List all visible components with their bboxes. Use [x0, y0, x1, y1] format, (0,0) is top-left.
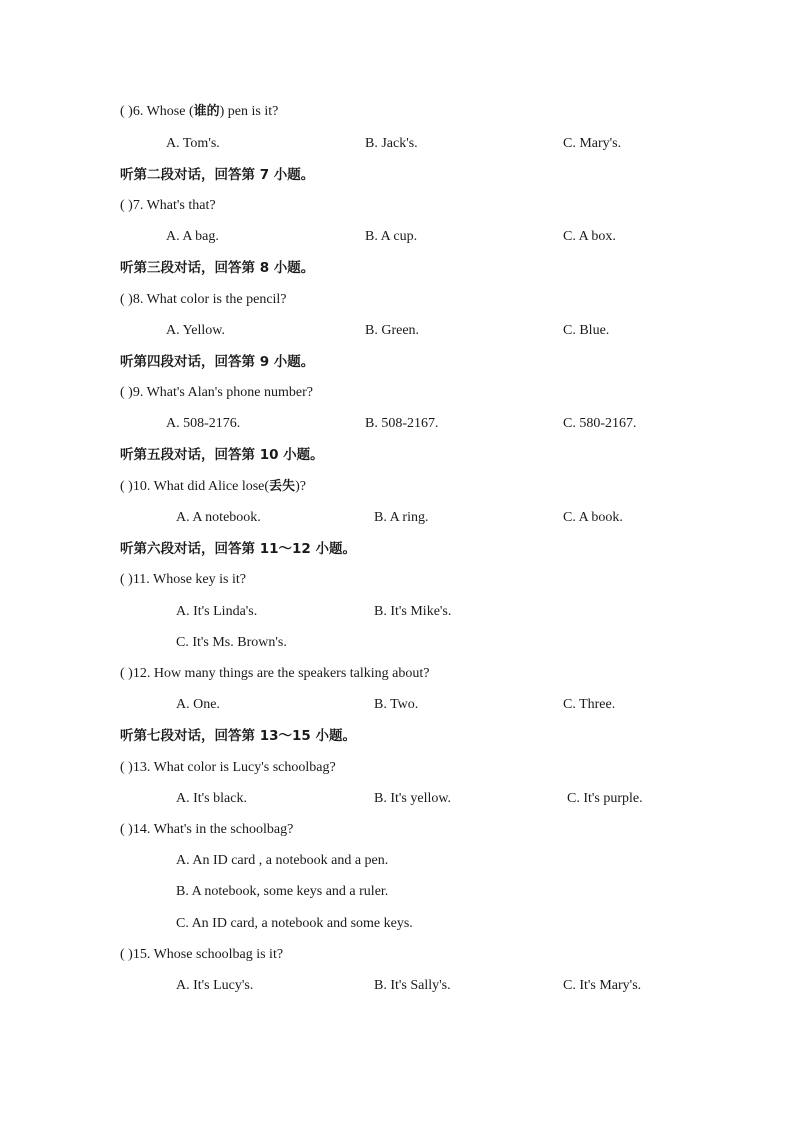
section-heading: 听第三段对话，回答第 8 小题。	[120, 260, 315, 276]
option-a[interactable]: A. It's Lucy's.	[176, 978, 254, 993]
answer-blank[interactable]: ( )	[120, 385, 133, 400]
question-text: 9. What's Alan's phone number?	[132, 385, 313, 400]
answer-blank[interactable]: ( )	[120, 760, 133, 775]
chinese-gloss: 谁的	[193, 104, 220, 119]
question-11	[120, 571, 246, 589]
question-13	[120, 759, 336, 777]
question-text: 7. What's that?	[132, 198, 216, 213]
section-heading: 听第六段对话，回答第 11～12 小题。	[120, 541, 356, 557]
option-c[interactable]: C. A book.	[563, 510, 623, 525]
option-a[interactable]: A. 508-2176.	[166, 416, 241, 431]
question-text: 8. What color is the pencil?	[132, 292, 287, 307]
option-b[interactable]: B. It's Sally's.	[374, 978, 451, 993]
section-heading: 听第四段对话，回答第 9 小题。	[120, 354, 315, 370]
option-a[interactable]: A. A bag.	[166, 229, 219, 244]
answer-blank[interactable]: ( )	[120, 479, 133, 494]
answer-blank[interactable]: ( )	[120, 822, 133, 837]
answer-blank[interactable]: ( )	[120, 947, 133, 962]
option-b[interactable]: B. Jack's.	[365, 136, 418, 151]
question-15	[120, 946, 283, 964]
question-text: 12. How many things are the speakers talking about?	[132, 666, 430, 681]
answer-blank[interactable]: ( )	[120, 572, 133, 587]
option-a[interactable]: A. A notebook.	[176, 510, 261, 525]
option-b[interactable]: B. A ring.	[374, 510, 429, 525]
option-c[interactable]: C. Three.	[563, 697, 616, 712]
answer-blank[interactable]: ( )	[120, 104, 133, 119]
question-text: 15. Whose schoolbag is it?	[132, 947, 284, 962]
question-6	[120, 103, 278, 121]
answer-blank[interactable]: ( )	[120, 198, 133, 213]
option-b[interactable]: B. A cup.	[365, 229, 418, 244]
section-heading: 听第七段对话，回答第 13～15 小题。	[120, 728, 356, 744]
question-text: 11. Whose key is it?	[132, 572, 246, 587]
option-c[interactable]: C. It's Ms. Brown's.	[176, 635, 287, 650]
option-b[interactable]: B. Green.	[365, 323, 420, 338]
section-heading: 听第二段对话，回答第 7 小题。	[120, 167, 315, 183]
question-text-end: ) pen is it?	[219, 104, 279, 119]
question-text: 14. What's in the schoolbag?	[132, 822, 294, 837]
chinese-gloss: 丢失	[269, 479, 296, 494]
question-8	[120, 291, 287, 309]
option-a[interactable]: A. One.	[176, 697, 220, 712]
option-c[interactable]: C. It's Mary's.	[563, 978, 642, 993]
answer-blank[interactable]: ( )	[120, 666, 133, 681]
option-b[interactable]: B. It's yellow.	[374, 791, 452, 806]
question-text-end: )?	[295, 479, 306, 494]
question-12	[120, 665, 429, 683]
option-c[interactable]: C. Mary's.	[563, 136, 622, 151]
option-b[interactable]: B. 508-2167.	[365, 416, 439, 431]
question-14	[120, 821, 293, 839]
option-a[interactable]: A. Tom's.	[166, 136, 220, 151]
question-7	[120, 197, 216, 215]
option-c[interactable]: C. A box.	[563, 229, 616, 244]
question-text: 6. Whose (	[132, 104, 194, 119]
option-b[interactable]: B. Two.	[374, 697, 419, 712]
option-c[interactable]: C. 580-2167.	[563, 416, 637, 431]
option-b[interactable]: B. It's Mike's.	[374, 604, 452, 619]
question-10	[120, 478, 306, 496]
option-c[interactable]: C. Blue.	[563, 323, 610, 338]
question-text: 13. What color is Lucy's schoolbag?	[132, 760, 336, 775]
option-b[interactable]: B. A notebook, some keys and a ruler.	[176, 884, 389, 899]
option-c[interactable]: C. It's purple.	[567, 791, 643, 806]
option-c[interactable]: C. An ID card, a notebook and some keys.	[176, 916, 413, 931]
question-text: 10. What did Alice lose(	[132, 479, 270, 494]
option-a[interactable]: A. It's Linda's.	[176, 604, 258, 619]
option-a[interactable]: A. An ID card , a notebook and a pen.	[176, 853, 389, 868]
section-heading: 听第五段对话，回答第 10 小题。	[120, 447, 324, 463]
option-a[interactable]: A. It's black.	[176, 791, 247, 806]
option-a[interactable]: A. Yellow.	[166, 323, 225, 338]
answer-blank[interactable]: ( )	[120, 292, 133, 307]
question-9	[120, 384, 313, 402]
